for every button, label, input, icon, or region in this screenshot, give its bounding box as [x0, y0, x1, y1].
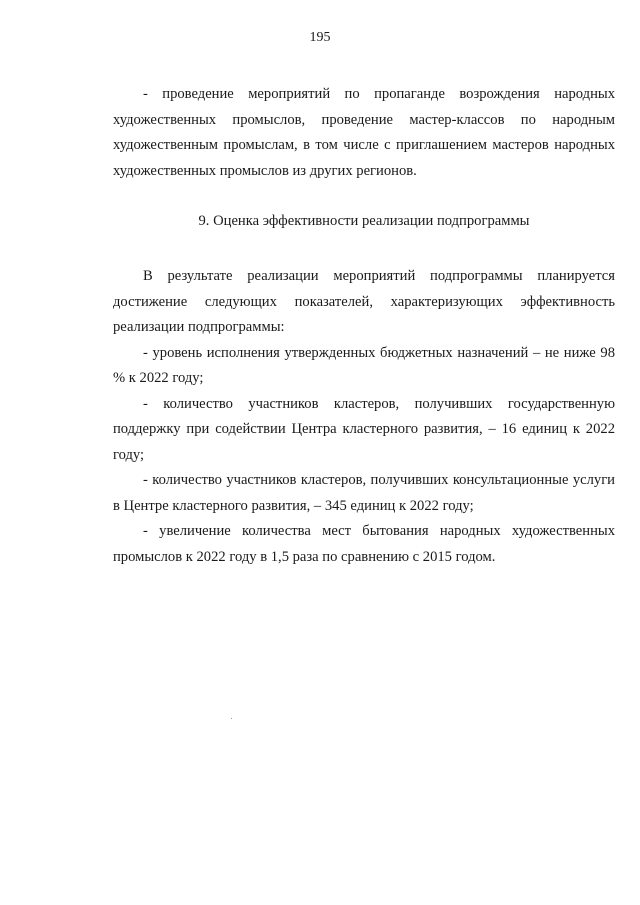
- page-number: 195: [309, 30, 331, 45]
- list-item-crafts-locations: - увеличение количества мест бытования народных художественных промыслов к 2022 году в 1,5 раза по сравнению с 2015 годом.: [113, 523, 615, 565]
- section-body: [113, 264, 615, 570]
- scan-artifact: [231, 718, 232, 719]
- paragraph-intro: В результате реализации мероприятий подпрограммы планируется достижение следующих показателей, характеризующих эффективность реализации подпрограммы:: [113, 268, 615, 335]
- section-heading: 9. Оценка эффективности реализации подпрограммы: [198, 213, 530, 229]
- list-item-cluster-consulting: - количество участников кластеров, получивших консультационные услуги в Центре кластерного развития, – 345 единиц к 2022 году;: [113, 472, 615, 514]
- list-item-budget-execution: - уровень исполнения утвержденных бюджетных назначений – не ниже 98 % к 2022 году;: [113, 344, 615, 386]
- top-text-block: [113, 82, 615, 184]
- list-item-cluster-support: - количество участников кластеров, получивших государственную поддержку при содействии Центра кластерного развития, – 16 единиц к 2022 году;: [113, 395, 615, 463]
- paragraph-promotion: - проведение мероприятий по пропаганде возрождения народных художественных промыслов, проведение мастер-классов по народным художественным промыслам, в том числе с приглашением мастеров народных художественных промыслов из других регионов.: [113, 86, 615, 179]
